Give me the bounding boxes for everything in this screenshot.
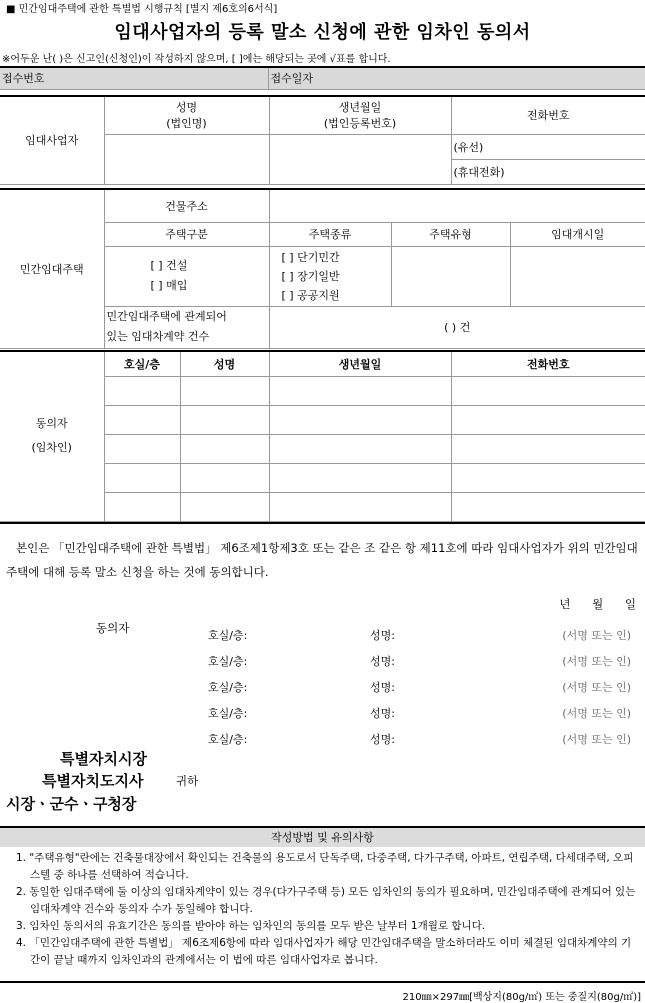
address-label: 건물주소 [165,199,208,213]
guide-item: 4. 「민간임대주택에 관한 특별법」 제6조제6항에 따라 임대사업자가 해당 민간임대주택을 말소하더라도 이미 체결된 임대차계약의 기간이 끝날 때까지 임차인과의 관계에서는 이 법에 따른 임대사업자로 봅니다. [16,937,632,966]
col-name-header [180,351,269,376]
type-field[interactable] [391,246,510,306]
birth-cell[interactable] [269,376,451,405]
sig-room-label: 호실/층: [208,733,248,746]
landlord-name-field[interactable] [104,134,269,184]
birth-label: 생년월일 [338,101,382,115]
checkbox-construction[interactable]: [ ] 건설 [150,259,188,272]
law-reference: ■ 민간임대주택에 관한 특별법 시행규칙 [별지 제6호의6서식] [6,4,278,15]
instruction-note: ※어두운 난( )은 신고인(신청인)이 작성하지 않으며, [ ]에는 해당되는 곳에 √표를 합니다. [2,54,391,65]
col-room-header [104,351,180,376]
authority-local-heads: 시장ㆍ군수ㆍ구청장 [6,795,137,813]
checkbox-long-term[interactable]: [ ] 장기일반 [281,269,340,283]
guide-list [10,850,638,969]
date-line[interactable]: 년 월 일 [559,597,636,611]
address-field[interactable] [269,189,645,222]
sig-name-label: 성명: [370,733,395,746]
address-header [104,189,269,222]
sig-sign-label: (서명 또는 인) [562,733,631,746]
phone-cell[interactable] [451,463,645,492]
name-cell[interactable] [180,376,269,405]
authority-special-province: 특별자치도지사 [42,772,144,790]
landlord-mobile-field[interactable] [451,159,645,184]
sig-name-label: 성명: [370,707,395,720]
landlord-name-header [104,96,269,134]
birth-sub-label: (법인등록번호) [323,117,397,131]
start-date-field[interactable] [510,246,645,306]
sig-sign-label: (서명 또는 인) [562,629,631,642]
kind-header [269,222,391,246]
category-label: 주택구분 [165,228,208,241]
name-cell[interactable] [180,463,269,492]
landlord-landline-field[interactable] [451,134,645,159]
sig-sign-label: (서명 또는 인) [562,707,631,720]
start-header [510,222,645,246]
phone-cell[interactable] [451,492,645,521]
col-name-label: 성명 [213,357,236,371]
signature-row[interactable] [0,679,645,697]
room-cell[interactable] [104,405,180,434]
checkbox-purchase[interactable]: [ ] 매입 [150,279,188,292]
guide-item: 3. 임차인 동의서의 유효기간은 동의를 받아야 하는 임차인의 동의를 모두 받은 날부터 1개월로 합니다. [16,920,486,932]
contracts-label-1: 민간임대주택에 관계되어 [106,310,227,323]
name-cell[interactable] [180,492,269,521]
signature-row[interactable] [0,705,645,723]
checkbox-public-support[interactable]: [ ] 공공지원 [281,288,340,302]
landlord-table [0,95,645,185]
room-cell[interactable] [104,434,180,463]
consenters-table [0,350,645,522]
receipt-number-label: 접수번호 [2,72,45,86]
housing-table [0,188,645,349]
section-divider [0,522,645,524]
signature-row[interactable] [0,653,645,671]
landlord-label-text: 임대사업자 [25,134,79,148]
receipt-table [0,66,645,90]
col-room-label: 호실/층 [124,357,160,371]
phone-cell[interactable] [451,434,645,463]
consenters-section-label [0,351,104,521]
housing-section-label [0,189,104,348]
category-options[interactable] [104,246,269,306]
checkbox-short-term[interactable]: [ ] 단기민간 [281,250,340,264]
landlord-birth-field[interactable] [269,134,451,184]
phone-cell[interactable] [451,376,645,405]
room-cell[interactable] [104,492,180,521]
mobile-label: (휴대전화) [453,165,505,179]
receipt-number-cell [0,67,268,89]
sig-name-label: 성명: [370,655,395,668]
paper-spec: 210㎜×297㎜[백상지(80g/㎡) 또는 중질지(80g/㎡)] [402,992,641,1003]
start-label: 임대개시일 [551,228,605,241]
category-header [104,222,269,246]
room-cell[interactable] [104,463,180,492]
col-birth-header [269,351,451,376]
guide-item: 1. "주택유형"란에는 건축물대장에서 확인되는 건축물의 용도로서 단독주택, 다중주택, 다가구주택, 아파트, 연립주택, 다세대주택, 오피스텔 중 하나를 선택하여 적습니다. [16,852,634,881]
name-cell[interactable] [180,434,269,463]
guide-item: 2. 동일한 임대주택에 둘 이상의 임대차계약이 있는 경우(다가구주택 등) 모든 임차인의 동의가 필요하며, 민간임대주택에 관계되어 있는 임대차계약 건수와 동의자 수가 동일해야 합니다. [16,886,636,915]
landlord-phone-header [451,96,645,134]
name-cell[interactable] [180,405,269,434]
birth-cell[interactable] [269,463,451,492]
sig-room-label: 호실/층: [208,629,248,642]
guide-title: 작성방법 및 유의사항 [0,826,645,847]
type-header [391,222,510,246]
room-cell[interactable] [104,376,180,405]
birth-cell[interactable] [269,492,451,521]
consent-statement: 본인은 「민간임대주택에 관한 특별법」 제6조제1항제3호 또는 같은 조 같은 항 제11호에 따라 임대사업자가 위의 민간임대주택에 대해 등록 말소 신청을 하는 것에 동의합니다. [6,541,638,579]
signature-row[interactable] [0,731,645,749]
phone-cell[interactable] [451,405,645,434]
name-label: 성명 [175,101,198,115]
housing-label-text: 민간임대주택 [19,262,84,276]
contracts-value: ( ) 건 [444,321,471,334]
footer-divider [0,981,645,983]
landline-label: (유선) [453,140,484,154]
contracts-count-field[interactable] [269,306,645,348]
receipt-date-cell [268,67,645,89]
receipt-date-label: 접수일자 [270,72,314,86]
sig-room-label: 호실/층: [208,681,248,694]
birth-cell[interactable] [269,405,451,434]
contracts-header [104,306,269,348]
col-phone-header [451,351,645,376]
sig-sign-label: (서명 또는 인) [562,655,631,668]
sig-room-label: 호실/층: [208,707,248,720]
landlord-birth-header [269,96,451,134]
kind-options[interactable] [269,246,391,306]
addressee-suffix: 귀하 [176,774,199,788]
col-birth-label: 생년월일 [338,357,382,371]
signature-row[interactable] [0,627,645,645]
landlord-section-label [0,96,104,184]
sig-name-label: 성명: [370,629,395,642]
phone-label: 전화번호 [526,109,570,123]
authority-special-city: 특별자치시장 [60,750,147,768]
kind-label: 주택종류 [308,228,352,241]
sig-room-label: 호실/층: [208,655,248,668]
name-sub-label: (법인명) [166,117,207,131]
tenant-label: (임차인) [31,441,72,455]
birth-cell[interactable] [269,434,451,463]
signer-label: 동의자 [96,621,130,635]
col-phone-label: 전화번호 [526,357,570,371]
contracts-label-2: 있는 임대차계약 건수 [106,330,210,343]
consenter-label: 동의자 [35,417,68,431]
form-title: 임대사업자의 등록 말소 신청에 관한 임차인 동의서 [114,22,531,43]
sig-name-label: 성명: [370,681,395,694]
type-label: 주택유형 [429,228,472,241]
sig-sign-label: (서명 또는 인) [562,681,631,694]
